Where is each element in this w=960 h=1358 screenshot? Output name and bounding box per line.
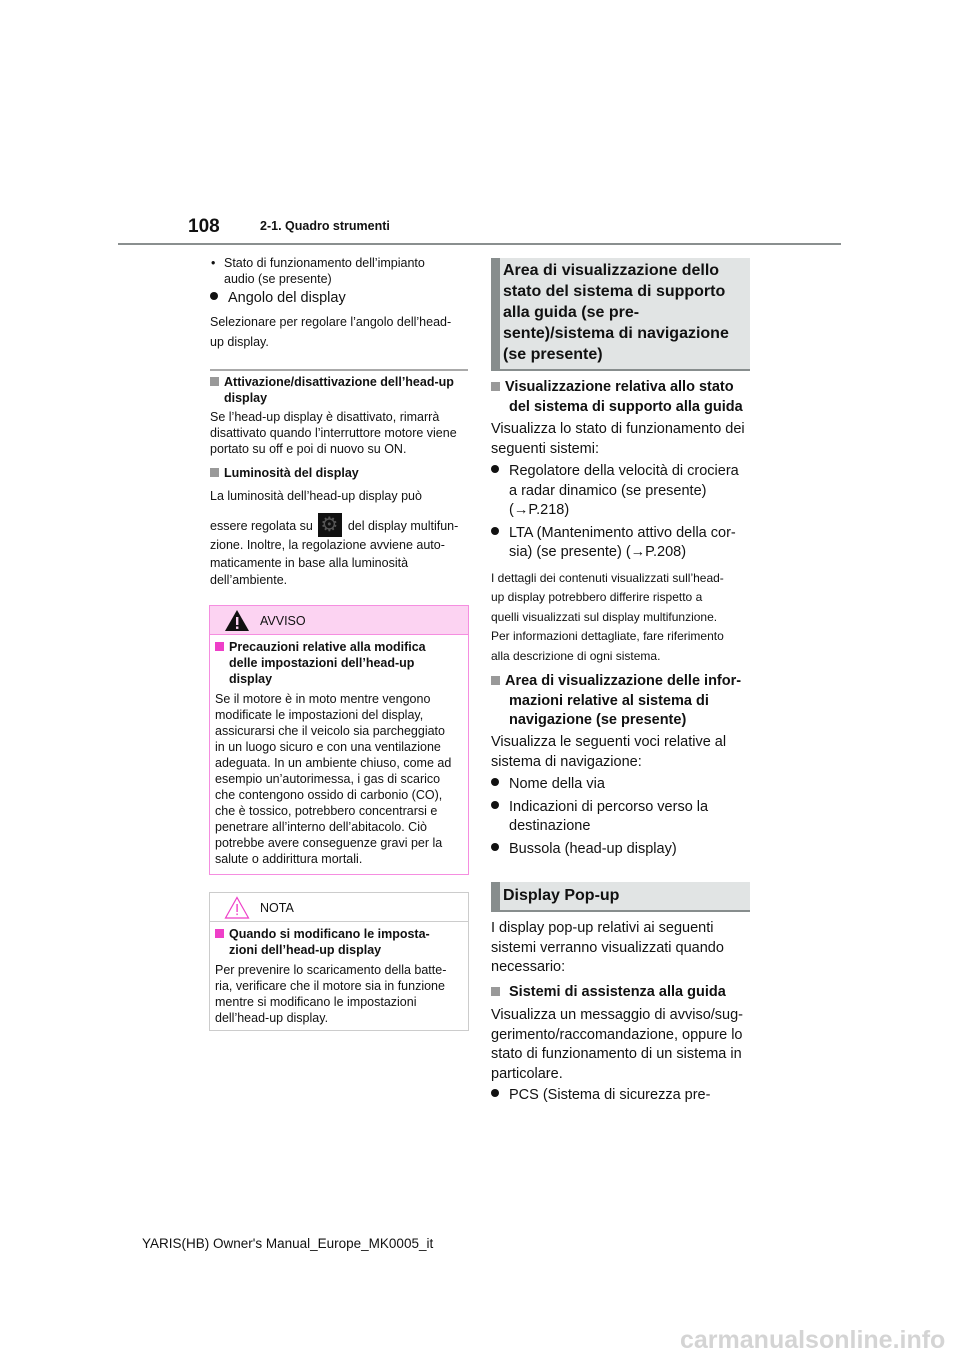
- note-label: NOTA: [260, 901, 294, 915]
- caution-triangle-icon: [224, 896, 250, 919]
- warning-heading: Precauzioni relative alla modifica delle impostazioni dell’head-up display: [215, 639, 468, 687]
- footer-manual: YARIS(HB) Owner's Manual_Europe_MK0005_it: [142, 1236, 434, 1251]
- bullet-icon: [491, 801, 499, 809]
- square-icon: [215, 642, 224, 651]
- divider: [210, 369, 468, 371]
- bullet-icon: [491, 778, 499, 786]
- warning-text: Se il motore è in moto mentre vengono modificate le impostazioni del display, assicurarsi che il veicolo sia parcheggiato in un luogo sicuro e con una ventilazione adeguata. In un ambiente chiuso, come ad esempio un’autorimessa, i gas di scarico che contengono ossido di carbonio (CO), che è tossico, potrebbero concentrarsi e penetrare all’interno dell’abitacolo. Ciò potrebbe avere conseguenze gravi per la salute o addirittura mortali.: [215, 692, 452, 866]
- brightness-text-3: zione. Inoltre, la regolazione avviene auto- maticamente in base alla luminosità dell’ambiente.: [210, 538, 445, 587]
- bullet-icon: [491, 1089, 499, 1097]
- list-item: Regolatore della velocità di crociera a radar dinamico (se presente) (→P.218): [491, 462, 753, 521]
- sub2-text: Visualizza le seguenti voci relative al sistema di navigazione:: [491, 734, 727, 770]
- square-icon: [491, 987, 500, 996]
- square-icon: [210, 377, 219, 386]
- section-header-popup: [491, 882, 750, 912]
- angle-title: Angolo del display: [210, 290, 346, 306]
- list-item: Nome della via: [491, 775, 753, 795]
- list-item: PCS (Sistema di sicurezza pre-: [491, 1086, 710, 1106]
- onoff-text: Se l’head-up display è disattivato, rimarrà disattivato quando l’interruttore motore viene portato su off e poi di nuovo su ON.: [210, 410, 457, 456]
- bullet-icon: [491, 527, 499, 535]
- square-icon: [215, 929, 224, 938]
- brightness-text-2: essere regolata su ⚙ del display multifun-: [210, 513, 458, 537]
- bullet-icon: [210, 292, 218, 300]
- watermark: carmanualsonline.info: [680, 1326, 946, 1354]
- note-heading: Quando si modificano le imposta- zioni dell’head-up display: [215, 926, 468, 958]
- bullet-audio: • Stato di funzionamento dell’impianto audio (se presente): [211, 256, 425, 286]
- sub1-list: [491, 462, 753, 563]
- note-box: [209, 892, 469, 1031]
- section-title: Display Pop-up: [503, 887, 620, 904]
- warning-header: [210, 606, 468, 635]
- list-item: Indicazioni di percorso verso la destinazione: [491, 798, 753, 837]
- sub1-text: Visualizza lo stato di funzionamento dei seguenti sistemi:: [491, 421, 745, 457]
- warning-triangle-icon: [224, 609, 250, 632]
- sub1-heading: Visualizzazione relativa allo stato del sistema di supporto alla guida: [491, 378, 753, 417]
- note-header: [210, 893, 468, 922]
- page-number: 108: [188, 216, 220, 237]
- brightness-heading: Luminosità del display: [210, 465, 359, 481]
- warning-box: [209, 605, 469, 875]
- gear-icon: [318, 513, 342, 537]
- sub2-list: [491, 775, 753, 859]
- bullet-icon: [491, 465, 499, 473]
- sub3-heading: Sistemi di assistenza alla guida: [491, 983, 726, 1003]
- angle-text: Selezionare per regolare l’angolo dell’head- up display.: [210, 315, 452, 349]
- square-icon: [491, 676, 500, 685]
- square-icon: [491, 382, 500, 391]
- section-title: 2-1. Quadro strumenti: [260, 219, 390, 233]
- note-text: Per prevenire lo scaricamento della batte- ria, verificare che il motore sia in funzione mentre si modificano le impostazioni dell’head-up display.: [215, 963, 447, 1025]
- section2-text: I display pop-up relativi ai seguenti sistemi verranno visualizzati quando necessario:: [491, 920, 724, 975]
- header-rule: [118, 243, 841, 245]
- section-header-display-area: [491, 258, 750, 371]
- section-title: Area di visualizzazione dello stato del sistema di supporto alla guida (se pre- sente)/sistema di navigazione (se presente): [503, 262, 729, 363]
- warning-label: AVVISO: [260, 614, 306, 628]
- list-item: LTA (Mantenimento attivo della cor- sia) (se presente) (→P.208): [491, 524, 753, 563]
- sub3-text: Visualizza un messaggio di avviso/sug- gerimento/raccomandazione, oppure lo stato di funzionamento di un sistema in particolare.: [491, 1007, 744, 1082]
- brightness-text-1: La luminosità dell’head-up display può: [210, 489, 422, 503]
- square-icon: [210, 468, 219, 477]
- list-item: Bussola (head-up display): [491, 840, 753, 860]
- sub1-note: I dettagli dei contenuti visualizzati sull’head- up display potrebbero differire rispetto a quelli visualizzati sul display multifunzione. Per informazioni dettagliate, fare riferimento alla descrizione di ogni sistema.: [491, 571, 724, 663]
- bullet-icon: [491, 843, 499, 851]
- onoff-heading: Attivazione/disattivazione dell’head-up display: [210, 374, 470, 406]
- sub2-heading: Area di visualizzazione delle infor- mazioni relative al sistema di navigazione (se presente): [491, 672, 753, 731]
